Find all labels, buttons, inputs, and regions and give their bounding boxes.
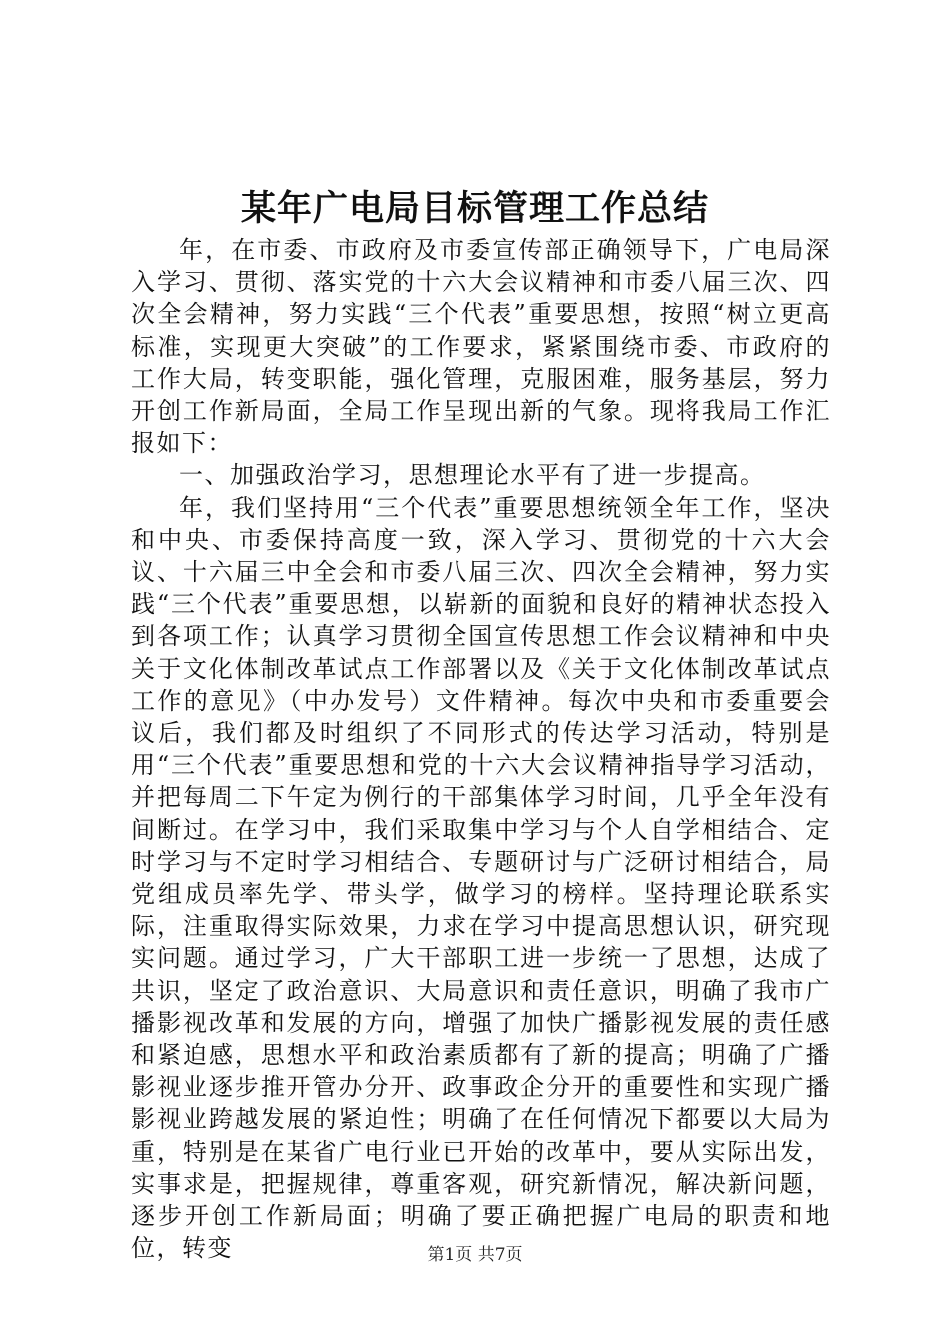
document-title: 某年广电局目标管理工作总结 (240, 188, 709, 229)
paragraph-intro: 年，在市委、市政府及市委宣传部正确领导下，广电局深入学习、贯彻、落实党的十六大会议精神和市委八届三次、四次全会精神，努力实践“三个代表”重要思想，按照“树立更高标准，实现更大突破”的工作要求，紧紧围绕市委、市政府的工作大局，转变职能，强化管理，克服困难，服务基层，努力开创工作新局面，全局工作呈现出新的气象。现将我局工作汇报如下： (131, 236, 831, 458)
paragraph-section-1: 年，我们坚持用“三个代表”重要思想统领全年工作，坚决和中央、市委保持高度一致，深入学习、贯彻党的十六大会议、十六届三中全会和市委八届三次、四次全会精神，努力实践“三个代表”重要思想，以崭新的面貌和良好的精神状态投入到各项工作；认真学习贯彻全国宣传思想工作会议精神和中央关于文化体制改革试点工作部署以及《关于文化体制改革试点工作的意见》（中办发号）文件精神。每次中央和市委重要会议后，我们都及时组织了不同形式的传达学习活动，特别是用“三个代表”重要思想和党的十六大会议精神指导学习活动，并把每周二下午定为例行的干部集体学习时间，几乎全年没有间断过。在学习中，我们采取集中学习与个人自学相结合、定时学习与不定时学习相结合、专题研讨与广泛研讨相结合，局党组成员率先学、带头学，做学习的榜样。坚持理论联系实际，注重取得实际效果，力求在学习中提高思想认识，研究现实问题。通过学习，广大干部职工进一步统一了思想，达成了共识，坚定了政治意识、大局意识和责任意识，明确了我市广播影视改革和发展的方向，增强了加快广播影视发展的责任感和紧迫感，思想水平和政治素质都有了新的提高；明确了广播影视业逐步推开管办分开、政事政企分开的重要性和实现广播影视业跨越发展的紧迫性；明确了在任何情况下都要以大局为重，特别是在某省广电行业已开始的改革中，要从实际出发，实事求是，把握规律，尊重客观，研究新情况，解决新问题，逐步开创工作新局面；明确了要正确把握广电局的职责和地位，转变 (131, 493, 831, 1263)
page-number: 第1页 共7页 (427, 1245, 523, 1265)
section-heading-1: 一、加强政治学习，思想理论水平有了进一步提高。 (179, 461, 766, 490)
document-body (131, 234, 831, 1265)
